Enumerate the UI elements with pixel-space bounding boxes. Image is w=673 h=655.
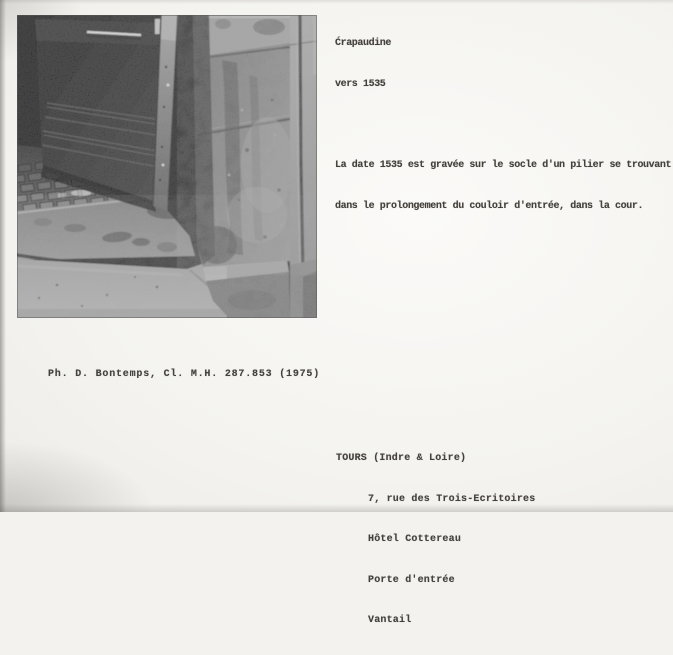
location-element: Porte d'entrée: [368, 574, 455, 586]
location-detail: Vantail: [368, 615, 412, 626]
photograph: [17, 15, 317, 318]
annotation-block: [335, 10, 671, 267]
location-building: Hôtel Cottereau: [368, 534, 462, 545]
photo-credit: [48, 341, 320, 409]
location-block: [336, 425, 535, 655]
scan-corner-shade: [0, 442, 150, 512]
credit-line: Ph. D. Bontemps, Cl. M.H. 287.853 (1975): [48, 369, 321, 380]
photo-date: vers 1535: [335, 78, 386, 90]
description-line: dans le prolongement du couloir d'entrée, dans la cour.: [335, 200, 644, 212]
location-city: TOURS (Indre & Loire): [336, 453, 467, 464]
location-street: 7, rue des Trois-Ecritoires: [368, 493, 536, 505]
scan-edge-top: [0, 0, 673, 4]
description-line: La date 1535 est gravée sur le socle d'un pilier se trouvant: [335, 160, 672, 171]
photo-title: Ćrapaudine: [335, 38, 392, 49]
scan-edge-left: [0, 0, 6, 512]
